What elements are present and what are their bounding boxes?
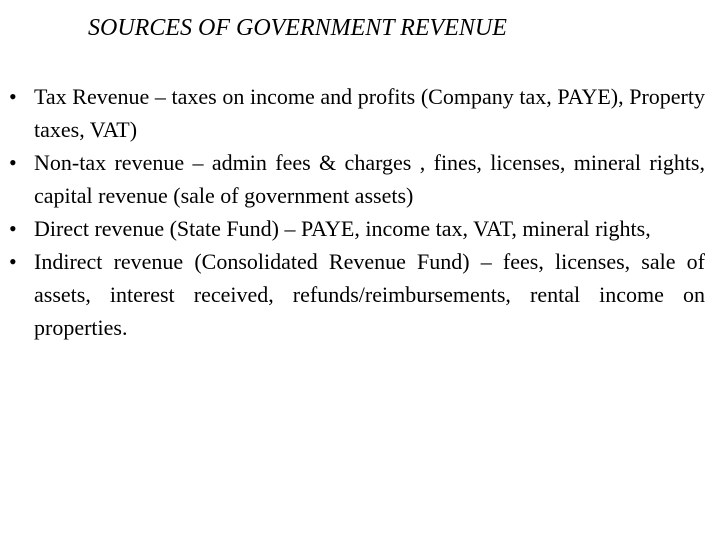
slide-title: SOURCES OF GOVERNMENT REVENUE [88, 15, 507, 41]
bullet-icon: • [9, 249, 17, 274]
bullet-text: Direct revenue (State Fund) – PAYE, income tax, VAT, mineral rights, [34, 216, 651, 241]
bullet-text: Tax Revenue – taxes on income and profits (Company tax, PAYE), Property taxes, VAT) [34, 84, 705, 142]
bullet-item-direct-revenue [0, 212, 720, 245]
bullet-text: Indirect revenue (Consolidated Revenue Fund) – fees, licenses, sale of assets, interest received, refunds/reimbursements, rental income on properties. [34, 249, 705, 340]
bullet-icon: • [9, 150, 17, 175]
bullet-list [0, 80, 720, 344]
bullet-icon: • [9, 216, 17, 241]
bullet-item-tax-revenue [0, 80, 720, 146]
bullet-item-non-tax-revenue [0, 146, 720, 212]
bullet-icon: • [9, 84, 17, 109]
bullet-item-indirect-revenue [0, 245, 720, 344]
bullet-text: Non-tax revenue – admin fees & charges , fines, licenses, mineral rights, capital revenue (sale of government assets) [34, 150, 705, 208]
